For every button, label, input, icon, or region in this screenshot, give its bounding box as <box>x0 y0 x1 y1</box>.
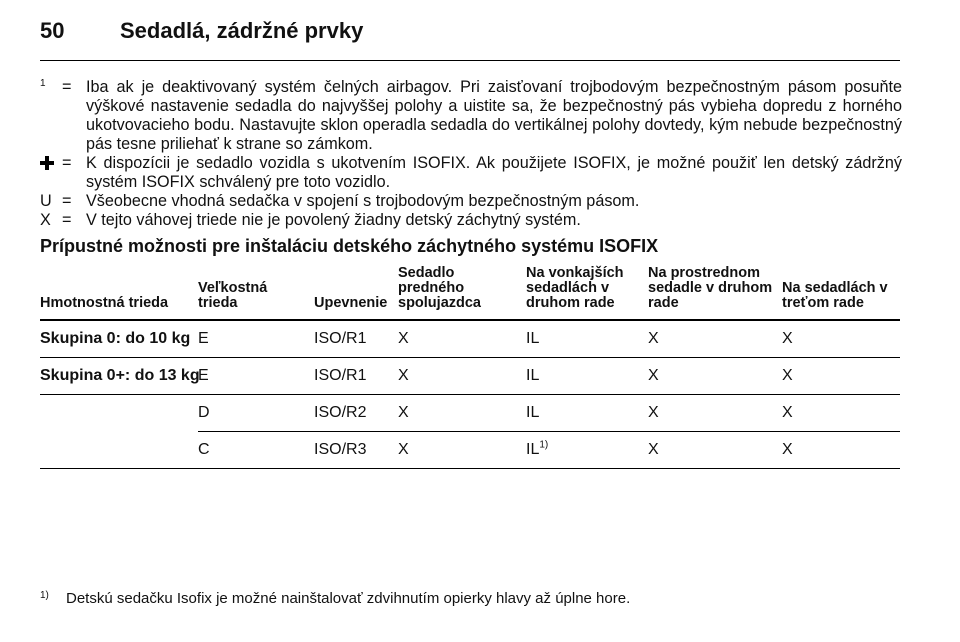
table-cell: X <box>648 404 659 421</box>
table-cell: IL <box>526 330 540 347</box>
table-row <box>198 395 900 432</box>
footnote-text: Detskú sedačku Isofix je možné nainštalovať zdvihnutím opierky hlavy až úplne hore. <box>66 590 631 607</box>
footnote-mark: 1) <box>40 590 49 601</box>
table-cell: E <box>198 330 209 347</box>
table-cell: Skupina 0+: do 13 kg <box>40 367 200 384</box>
footnote <box>40 590 630 607</box>
column-header-fixture: Upevnenie <box>314 295 388 311</box>
column-header-weight-class: Hmotnostná trieda <box>40 295 169 311</box>
table-cell <box>526 440 548 460</box>
legend-symbol: X <box>40 211 51 229</box>
table-cell: ISO/R1 <box>314 330 367 347</box>
footnote-reference: 1) <box>539 439 549 451</box>
legend-symbol: 1 <box>40 78 46 89</box>
legend-equals: = <box>62 78 72 96</box>
table-row <box>40 432 900 469</box>
legend-symbol <box>40 154 62 192</box>
column-header-front-passenger: Sedadlo predného spolujazdca <box>398 265 481 311</box>
legend-equals: = <box>62 211 72 229</box>
table-cell: X <box>398 441 409 458</box>
table-cell: D <box>198 404 210 421</box>
table-cell: ISO/R3 <box>314 441 367 458</box>
table-cell: E <box>198 367 209 384</box>
legend-item-1 <box>40 78 902 154</box>
header-rule <box>40 60 900 61</box>
table-cell: X <box>398 330 409 347</box>
table-cell: X <box>398 404 409 421</box>
legend-equals: = <box>62 192 72 210</box>
isofix-table <box>40 262 900 469</box>
legend <box>40 78 902 230</box>
table-cell: Skupina 0: do 10 kg <box>40 330 191 347</box>
table-row <box>40 321 900 358</box>
table-cell: X <box>782 441 793 458</box>
legend-item-u <box>40 192 902 211</box>
table-cell-text: IL <box>526 441 540 458</box>
column-header-outer-second-row: Na vonkajších sedadlách v druhom rade <box>526 265 624 311</box>
legend-text: Všeobecne vhodná sedačka v spojení s trojbodovým bezpečnostným pásom. <box>86 192 640 210</box>
running-title: Sedadlá, zádržné prvky <box>120 18 364 43</box>
table-cell: X <box>648 330 659 347</box>
legend-equals: = <box>62 154 72 172</box>
table-cell: X <box>782 330 793 347</box>
legend-item-x <box>40 211 902 230</box>
page-number: 50 <box>40 18 65 43</box>
legend-text: V tejto váhovej triede nie je povolený žiadny detský záchytný systém. <box>86 211 581 229</box>
legend-symbol: U <box>40 192 52 210</box>
table-cell: X <box>782 404 793 421</box>
column-header-middle-second-row: Na prostrednom sedadle v druhom rade <box>648 265 773 311</box>
table-cell: ISO/R2 <box>314 404 367 421</box>
table-cell: X <box>648 441 659 458</box>
column-header-size-class: Veľkostná trieda <box>198 280 268 311</box>
table-cell: ISO/R1 <box>314 367 367 384</box>
table-row <box>40 358 900 395</box>
table-cell: IL <box>526 367 540 384</box>
table-cell: IL <box>526 404 540 421</box>
legend-text: K dispozícii je sedadlo vozidla s ukotvením ISOFIX. Ak použijete ISOFIX, je možné použiť len detský zádržný systém ISOFIX schválený pre toto vozidlo. <box>86 154 902 191</box>
plus-icon <box>40 156 54 170</box>
legend-text: Iba ak je deaktivovaný systém čelných airbagov. Pri zaisťovaní trojbodovým bezpečnostným pásom posuňte výškové nastavenie sedadla do najvyššej polohy a uistite sa, že bezpečnostný pás vybieha dopredu z horného ukotvovacieho bodu. Nastavujte sklon operadla sedadla do vertikálnej polohy dovtedy, kým nebude bezpečnostný pás tesne priliehať k strane so zámkom. <box>86 78 902 153</box>
table-cell: X <box>782 367 793 384</box>
legend-item-isofix <box>40 154 902 192</box>
column-header-third-row: Na sedadlách v treťom rade <box>782 280 888 311</box>
section-heading: Prípustné možnosti pre inštaláciu detského záchytného systému ISOFIX <box>40 236 659 256</box>
table-cell: X <box>648 367 659 384</box>
page-header <box>40 18 900 60</box>
table-cell: X <box>398 367 409 384</box>
table-header <box>40 262 900 321</box>
table-cell: C <box>198 441 210 458</box>
